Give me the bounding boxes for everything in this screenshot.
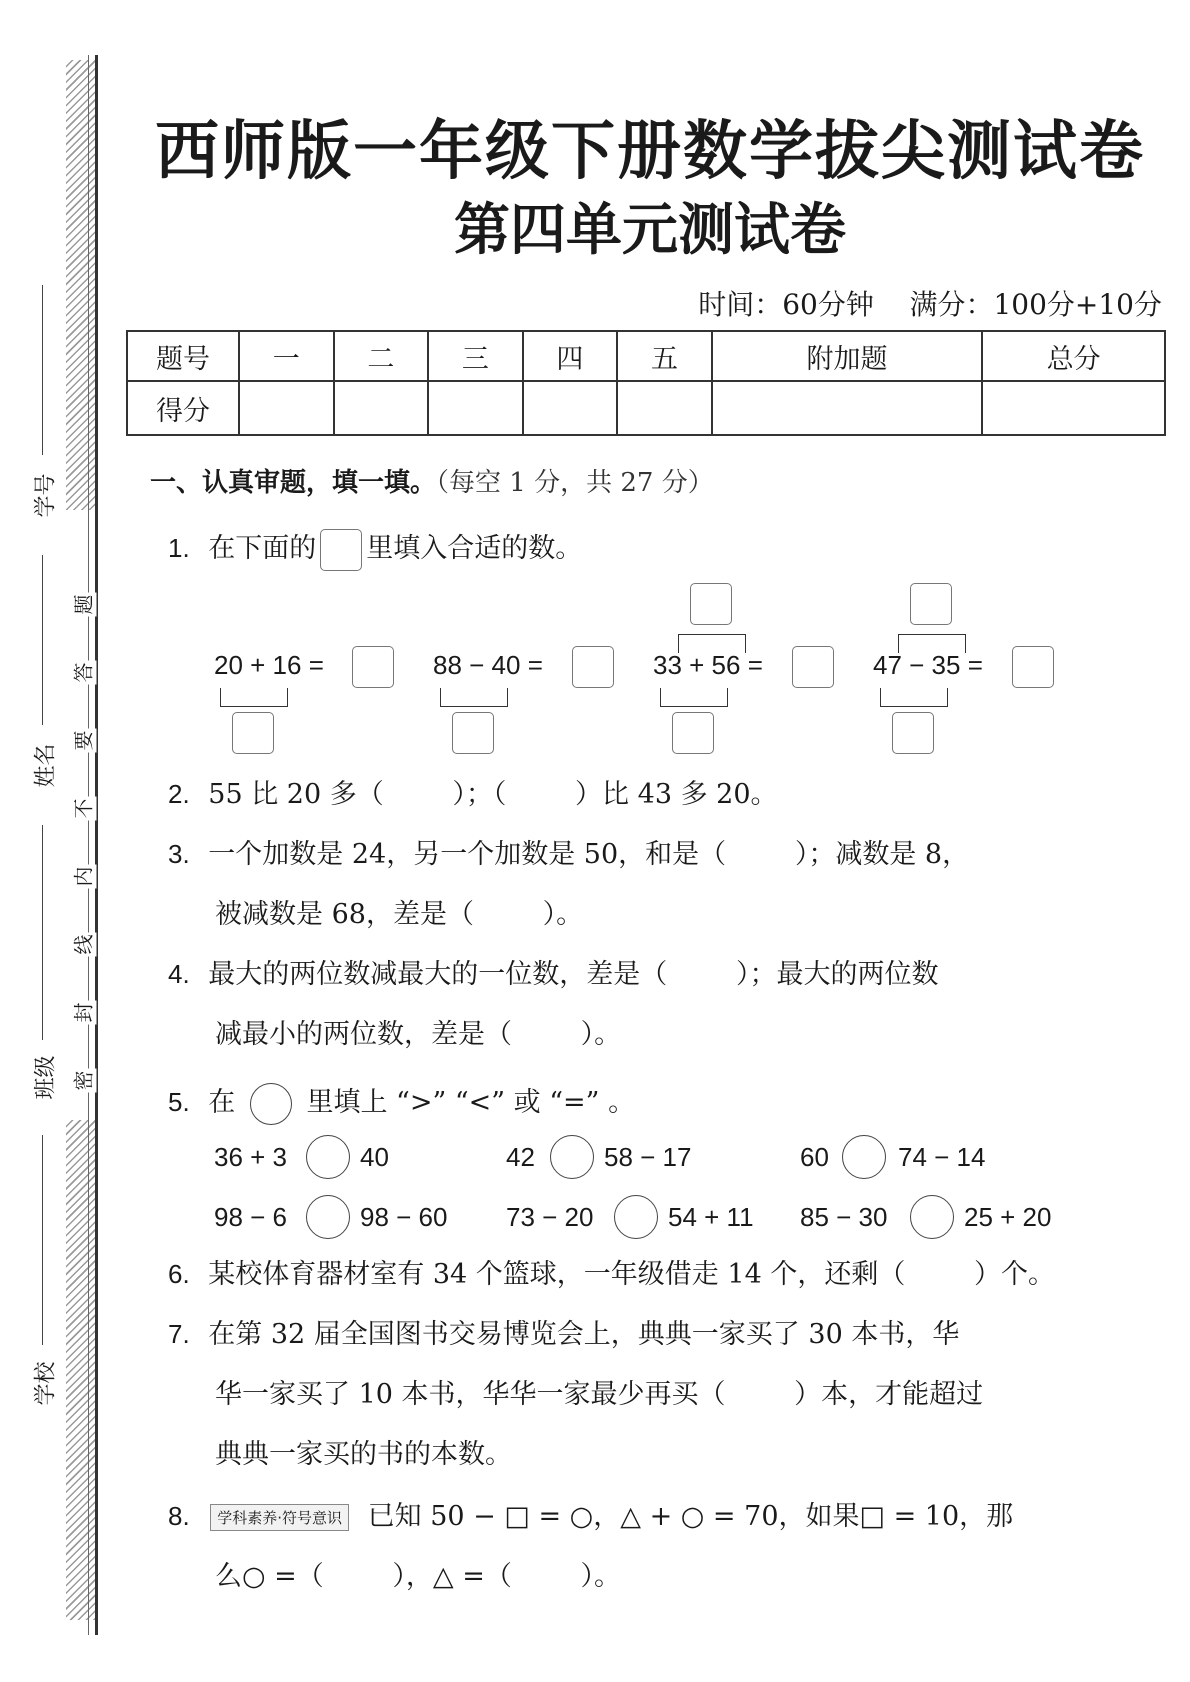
compare-circle[interactable] (614, 1195, 658, 1239)
seal-char: 线 (68, 933, 97, 957)
answer-box[interactable] (1012, 646, 1054, 688)
question-number: 5. (168, 1087, 190, 1117)
q2-text: 55 比 20 多（ ）；（ ）比 43 多 20。 (208, 779, 778, 810)
score-cell[interactable] (428, 381, 523, 435)
q1-expr-3: 33 + 56 = (653, 650, 763, 680)
question-number: 6. (168, 1259, 190, 1289)
table-cell: 四 (523, 331, 618, 381)
q7-line1: 在第 32 届全国图书交易博览会上，典典一家买了 30 本书，华 (208, 1319, 960, 1350)
q5-right: 40 (360, 1142, 389, 1172)
class-label: 班级 (33, 1055, 59, 1100)
section-note: （每空 1 分，共 27 分） (436, 468, 714, 498)
score-cell[interactable] (239, 381, 334, 435)
q5-left: 98 − 6 (214, 1202, 288, 1232)
q6-text: 某校体育器材室有 34 个篮球，一年级借走 14 个，还剩（ ）个。 (208, 1259, 1055, 1290)
q7-line3: 典典一家买的书的本数。 (215, 1439, 512, 1470)
page-subtitle: 第四单元测试卷 (454, 197, 846, 263)
answer-box[interactable] (892, 712, 934, 754)
answer-box[interactable] (352, 646, 394, 688)
question-number: 2. (168, 779, 190, 809)
name-line (42, 555, 43, 725)
student-id-label: 学号 (33, 473, 59, 518)
compare-circle[interactable] (550, 1135, 594, 1179)
q3-line2: 被减数是 68，差是（ ）。 (215, 899, 584, 930)
school-label: 学校 (33, 1361, 59, 1406)
q8-line2: 么○ =（ ），△ =（ ）。 (215, 1561, 622, 1592)
bracket (440, 688, 508, 707)
score-cell[interactable] (334, 381, 429, 435)
q7-line2: 华一家买了 10 本书，华华一家最少再买（ ）本，才能超过 (215, 1379, 984, 1410)
question-2 (168, 772, 778, 811)
q5-text-b: 里填上 “>” “<” 或 “=” 。 (306, 1087, 636, 1118)
seal-char: 不 (68, 797, 97, 821)
time-info: 时间：60分钟 满分：100分+10分 (698, 288, 1162, 321)
seal-char: 答 (68, 661, 97, 685)
bracket (660, 688, 728, 707)
answer-box[interactable] (792, 646, 834, 688)
compare-circle[interactable] (306, 1135, 350, 1179)
q8-line1: 已知 50 − □ = ○，△ + ○ = 70，如果□ = 10，那 (367, 1501, 1014, 1532)
student-id-line (42, 285, 43, 455)
score-cell[interactable] (523, 381, 618, 435)
question-4 (168, 952, 938, 991)
q1-text-b: 里填入合适的数。 (366, 533, 583, 564)
score-table-header-row (127, 331, 1165, 381)
q3-line1: 一个加数是 24，另一个加数是 50，和是（ ）；减数是 8， (208, 839, 970, 870)
seal-char: 密 (68, 1069, 97, 1093)
question-number: 4. (168, 959, 190, 989)
compare-circle[interactable] (842, 1135, 886, 1179)
score-table (126, 330, 1166, 436)
question-8 (168, 1494, 1013, 1533)
q1-expr-1: 20 + 16 = (214, 650, 324, 680)
page-title: 西师版一年级下册数学拔尖测试卷 (155, 114, 1145, 189)
q5-left: 60 (800, 1142, 829, 1172)
seal-char: 封 (68, 1001, 97, 1025)
binding-hatch-bottom (66, 1120, 96, 1620)
table-cell: 一 (239, 331, 334, 381)
school-line (42, 1135, 43, 1345)
q5-left: 85 − 30 (800, 1202, 888, 1232)
answer-box[interactable] (232, 712, 274, 754)
question-6 (168, 1252, 1055, 1291)
answer-box-icon (320, 529, 362, 571)
circle-icon (250, 1083, 292, 1125)
question-number: 3. (168, 839, 190, 869)
question-5 (168, 1080, 635, 1125)
question-number: 8. (168, 1501, 190, 1531)
score-cell[interactable] (617, 381, 712, 435)
compare-circle[interactable] (910, 1195, 954, 1239)
q5-right: 74 − 14 (898, 1142, 986, 1172)
table-cell: 五 (617, 331, 712, 381)
bracket (880, 688, 948, 707)
seal-char: 内 (68, 865, 97, 889)
skill-badge: 学科素养·符号意识 (210, 1504, 349, 1531)
table-cell: 三 (428, 331, 523, 381)
table-cell: 题号 (127, 331, 239, 381)
section-title: 一、认真审题，填一填。 (150, 468, 437, 498)
q5-left: 36 + 3 (214, 1142, 288, 1172)
q5-right: 98 − 60 (360, 1202, 448, 1232)
question-number: 7. (168, 1319, 190, 1349)
q5-left: 42 (506, 1142, 535, 1172)
q5-text-a: 在 (208, 1087, 236, 1118)
score-cell[interactable] (712, 381, 983, 435)
answer-box[interactable] (452, 712, 494, 754)
question-1 (168, 526, 582, 571)
question-number: 1. (168, 533, 190, 563)
score-cell[interactable] (982, 381, 1165, 435)
class-line (42, 825, 43, 1040)
q5-right: 25 + 20 (964, 1202, 1052, 1232)
q1-text-a: 在下面的 (208, 533, 317, 564)
binding-line (95, 55, 98, 1635)
score-table-score-row (127, 381, 1165, 435)
seal-char: 题 (68, 593, 97, 617)
q5-left: 73 − 20 (506, 1202, 594, 1232)
table-cell: 得分 (127, 381, 239, 435)
compare-circle[interactable] (306, 1195, 350, 1239)
q4-line1: 最大的两位数减最大的一位数，差是（ ）；最大的两位数 (208, 959, 939, 990)
question-7 (168, 1312, 959, 1351)
section-heading (150, 462, 714, 499)
binding-hatch-top (66, 60, 96, 510)
table-cell: 总分 (982, 331, 1165, 381)
answer-box[interactable] (572, 646, 614, 688)
answer-box[interactable] (690, 583, 732, 625)
seal-char: 要 (68, 729, 97, 753)
q1-expr-4: 47 − 35 = (873, 650, 983, 680)
question-3 (168, 832, 969, 871)
bracket (220, 688, 288, 707)
table-cell: 二 (334, 331, 429, 381)
table-cell: 附加题 (712, 331, 983, 381)
q5-right: 54 + 11 (668, 1202, 754, 1232)
answer-box[interactable] (910, 583, 952, 625)
answer-box[interactable] (672, 712, 714, 754)
name-label: 姓名 (33, 743, 59, 788)
q5-right: 58 − 17 (604, 1142, 692, 1172)
binding-line-inner (88, 55, 89, 1635)
q4-line2: 减最小的两位数，差是（ ）。 (215, 1019, 622, 1050)
q1-expr-2: 88 − 40 = (433, 650, 543, 680)
